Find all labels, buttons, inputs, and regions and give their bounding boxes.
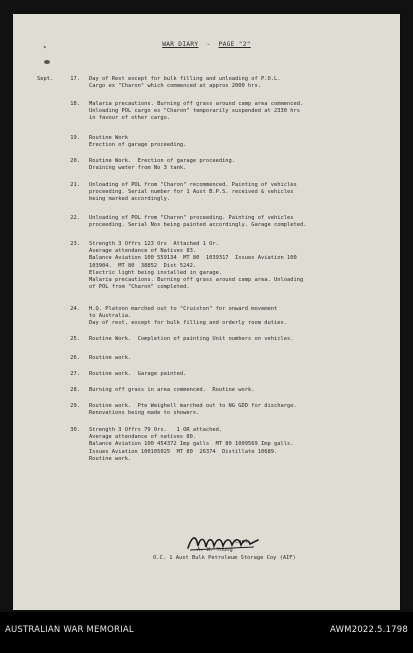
- entry-day: 25.: [70, 336, 80, 342]
- entry-line: Burning off grass in area commenced. Routine work.: [89, 387, 255, 393]
- entry-day: 30.: [70, 427, 80, 433]
- entry-line: proceeding. Serial number for 1 Aust B.P.S. received & vehicles: [89, 189, 294, 196]
- document-page: [13, 14, 400, 610]
- hole-punch-mark: [44, 60, 50, 64]
- entry-month: Sept.: [37, 76, 54, 82]
- entry-text: [89, 182, 395, 204]
- entry-line: proceeding. Serial Nos being painted accordingly. Garage completed.: [89, 222, 307, 229]
- entry-day: 24.: [70, 306, 80, 312]
- entry-line: Routine Work. Completion of painting Unit numbers on vehicles.: [89, 336, 294, 342]
- entry-day: 23.: [70, 241, 80, 247]
- entry-text: [89, 371, 395, 378]
- entry-text: [89, 387, 395, 394]
- entry-line: Cargo ex "Charon" which commenced at approx 2000 hrs.: [89, 83, 262, 90]
- entry-line: Routine Work. Erection of garage proceeding.: [89, 158, 236, 164]
- entry-line: Unloading of POL from "Charon" recommenced. Painting of vehicles: [89, 182, 297, 188]
- entry-line: Strength 3 Offrs 123 Ors Attached 1 Or.: [89, 241, 219, 247]
- entry-day: 21.: [70, 182, 80, 188]
- signature-block: [153, 538, 393, 563]
- entry-text: [89, 306, 395, 328]
- entry-text: [89, 241, 395, 291]
- entry-line: Draining water from No 3 tank.: [89, 165, 187, 172]
- entry-day: 19.: [70, 135, 80, 141]
- entry-text: [89, 215, 395, 229]
- entry-line: H.Q. Platoon marched out to "Cruiston" for onward movement: [89, 306, 278, 312]
- entry-line: in favour of other cargo.: [89, 115, 171, 122]
- entry-line: Average attendance of natives 80.: [89, 434, 197, 441]
- signer-rank: Capt.: [235, 539, 252, 545]
- entry-line: Unloading of POL from "Charon" proceeding. Painting of vehicles: [89, 215, 294, 221]
- entry-day: 28.: [70, 387, 80, 393]
- entry-text: [89, 76, 395, 90]
- entry-text: [89, 101, 395, 123]
- entry-line: Average attendance of Natives 83.: [89, 248, 197, 255]
- entry-line: of POL from "Charon" completed.: [89, 284, 190, 291]
- entry-day: 22.: [70, 215, 80, 221]
- entry-text: [89, 158, 395, 172]
- entry-day: 29.: [70, 403, 80, 409]
- entry-day: 26.: [70, 355, 80, 361]
- hole-punch-mark: *: [43, 45, 47, 52]
- entry-day: 27.: [70, 371, 80, 377]
- title-page: PAGE "2": [218, 41, 251, 48]
- entry-line: 103904. MT 80 38852 Dist 5242.: [89, 262, 197, 269]
- title-prefix: WAR DIARY: [162, 41, 199, 48]
- entry-line: Malaria precautions. Burning off grass around camp area. Unloading: [89, 277, 304, 284]
- entry-text: [89, 403, 395, 417]
- entry-line: Unloading POL cargo ex "Charon" temporarily suspended at 2330 hrs: [89, 108, 300, 115]
- entry-line: to Australia.: [89, 313, 132, 320]
- entry-line: Routine work. Garage painted.: [89, 371, 187, 377]
- entry-line: Balance Aviation 100 559134 MT 80 1039317 Issues Aviation 100: [89, 255, 297, 262]
- entry-line: Routine work. Pte Weighell marched out to NG GDD for discharge.: [89, 403, 297, 409]
- entry-day: 20.: [70, 158, 80, 164]
- entry-line: Routine work.: [89, 355, 132, 361]
- entry-line: Routine work.: [89, 455, 132, 462]
- footer-accession-number: AWM2022.5.1798: [330, 625, 408, 635]
- entry-line: Routine Work: [89, 135, 128, 141]
- entry-line: Balance Aviation 100 454372 Imp galls MT 80 1009569 Imp galls.: [89, 441, 294, 448]
- entry-line: Electric light being installed in garage.: [89, 269, 223, 276]
- entry-line: Day of Rest except for bulk filling and unloading of P.O.L.: [89, 76, 281, 82]
- entry-text: [89, 355, 395, 362]
- entry-text: [89, 427, 395, 463]
- entry-line: Malaria precautions. Burning off grass around camp area commenced.: [89, 101, 304, 107]
- entry-line: Day of rest, except for bulk filling and orderly room duties.: [89, 320, 287, 327]
- entry-line: Strength 3 Offrs 79 Ors. 1 OR attached.: [89, 427, 223, 433]
- entry-line: Renovations being made to showers.: [89, 410, 200, 417]
- signer-name: A. W. Young: [197, 547, 233, 554]
- entry-line: Issues Aviation 100105025 MT 80 26374 Distillate 10689.: [89, 448, 278, 455]
- footer-institution: AUSTRALIAN WAR MEMORIAL: [5, 625, 134, 635]
- entry-day: 18.: [70, 101, 80, 107]
- signer-position: O.C. 1 Aust Bulk Petroleum Storage Coy (AIF): [153, 555, 296, 562]
- entry-text: [89, 135, 395, 149]
- page-title: WAR DIARY - PAGE "2": [162, 41, 251, 48]
- entry-line: Erection of garage proceeding.: [89, 142, 187, 149]
- entry-day: 17.: [70, 76, 80, 82]
- entry-text: [89, 336, 395, 343]
- entry-line: being marked accordingly.: [89, 196, 171, 203]
